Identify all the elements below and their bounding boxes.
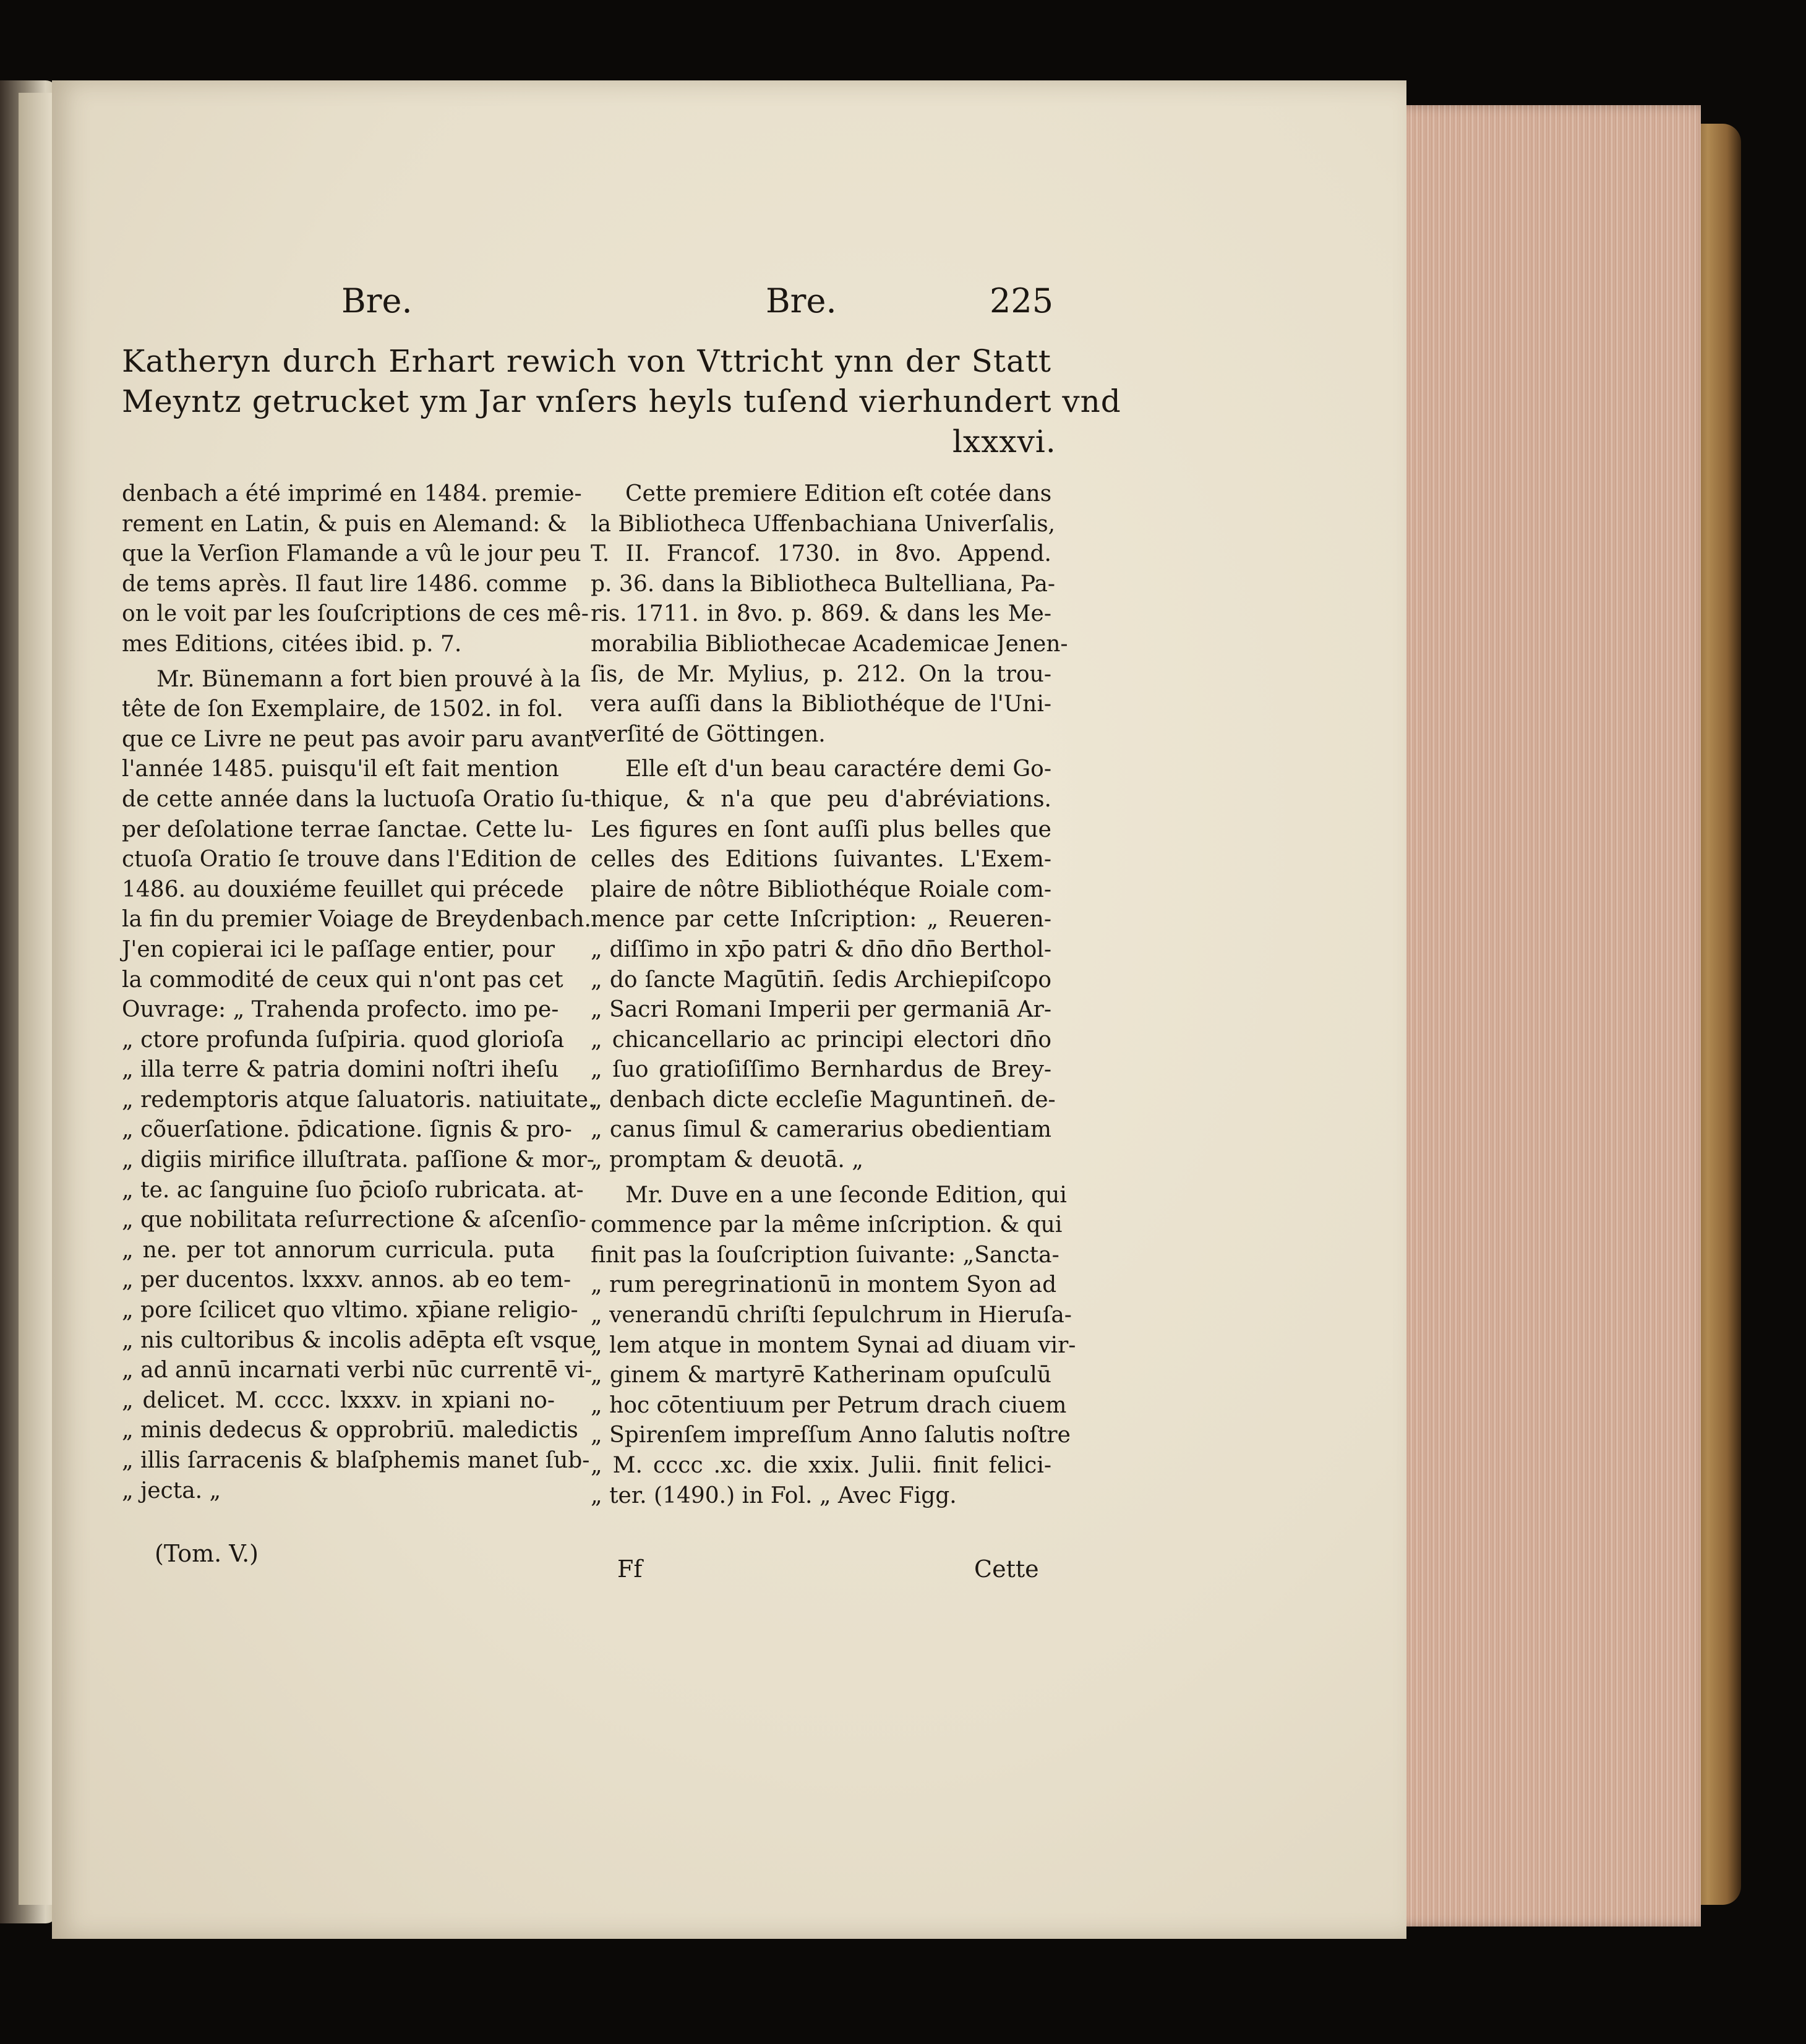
text-line: „ per ducentos. lxxxv. annos. ab eo tem- bbox=[122, 1267, 571, 1293]
text-line: „ te. ac ſanguine ſuo p̄cioſo rubricata. at- bbox=[122, 1177, 584, 1203]
text-line: „ venerandū chriſti ſepulchrum in Hieruſa- bbox=[591, 1302, 1072, 1328]
text-line: Mr. Duve en a une ſeconde Edition, qui bbox=[625, 1182, 1067, 1208]
text-line: la commodité de ceux qui n'ont pas cet bbox=[122, 967, 563, 993]
text-line: on le voit par les ſouſcriptions de ces mê- bbox=[122, 601, 589, 627]
left-text-column bbox=[122, 479, 596, 1506]
page-number: 225 bbox=[990, 281, 1054, 320]
text-line: finit pas la ſouſcription ſuivante: „Sancta- bbox=[591, 1242, 1059, 1268]
text-line: per deſolatione terrae ſanctae. Cette lu- bbox=[122, 816, 573, 842]
text-line: „ digiis mirifice illuſtrata. paſſione & mor- bbox=[122, 1147, 594, 1173]
text-line: „ nis cultoribus & incolis adēpta eſt vsque bbox=[122, 1327, 596, 1353]
text-line: ctuoſa Oratio ſe trouve dans l'Edition de bbox=[122, 847, 577, 873]
text-line: „ lem atque in montem Synai ad diuam vir- bbox=[591, 1332, 1076, 1358]
text-line: J'en copierai ici le paſſage entier, pour bbox=[122, 936, 555, 962]
text-line: denbach a été imprimé en 1484. premie- bbox=[122, 481, 582, 507]
text-line: „ ne. per tot annorum curricula. puta bbox=[122, 1237, 555, 1263]
text-line: T. II. Francof. 1730. in 8vo. Append. bbox=[591, 541, 1051, 567]
text-line: „ minis dedecus & opprobriū. maledictis bbox=[122, 1418, 578, 1443]
text-line: plaire de nôtre Bibliothéque Roiale com- bbox=[591, 876, 1051, 902]
signature-mark: Ff bbox=[617, 1555, 643, 1583]
text-line: „ canus ſimul & camerarius obedientiam bbox=[591, 1117, 1051, 1143]
text-line: tête de ſon Exemplaire, de 1502. in fol. bbox=[122, 696, 563, 722]
text-line: celles des Editions ſuivantes. L'Exem- bbox=[591, 847, 1051, 873]
text-line: „ redemptoris atque ſaluatoris. natiuitate. bbox=[122, 1087, 596, 1113]
text-line: „ M. cccc .xc. die xxix. Julii. finit felici- bbox=[591, 1453, 1051, 1478]
text-line: 1486. au douxiéme feuillet qui précede bbox=[122, 876, 564, 902]
left-page-edge bbox=[19, 93, 56, 1905]
title-line-2: Meyntz getrucket ym Jar vnſers heyls tuſend vierhundert vnd bbox=[122, 383, 1121, 419]
text-line: mence par cette Inſcription: „ Reueren- bbox=[591, 907, 1051, 933]
text-line: l'année 1485. puisqu'il eſt fait mention bbox=[122, 756, 559, 782]
right-text-column bbox=[591, 479, 1076, 1511]
text-line: „ promptam & deuotā. „ bbox=[591, 1147, 863, 1173]
text-line: thique, & n'a que peu d'abréviations. bbox=[591, 786, 1051, 812]
text-line: „ do ſancte Magūtin̄. ſedis Archiepiſcopo bbox=[591, 967, 1051, 993]
running-head-left: Bre. bbox=[341, 281, 413, 320]
text-line: „ denbach dicte eccleſie Maguntinen̄. de- bbox=[591, 1087, 1056, 1113]
text-line: Mr. Bünemann a fort bien prouvé à la bbox=[156, 666, 581, 692]
text-line: rement en Latin, & puis en Alemand: & bbox=[122, 511, 567, 537]
text-line: „ diſſimo in xp̄o patri & dn̄o dn̄o Berthol- bbox=[591, 936, 1051, 962]
text-line: „ illis ſarracenis & blaſphemis manet ſub- bbox=[122, 1448, 590, 1473]
text-line: „ ad annū incarnati verbi nūc currentē vi- bbox=[122, 1358, 593, 1383]
text-line: Les figures en ſont auſſi plus belles que bbox=[591, 816, 1051, 842]
text-line: „ Spirenſem impreſſum Anno ſalutis noſtre bbox=[591, 1422, 1071, 1448]
text-line: „ cõuerſatione. p̄dicatione. ſignis & pro- bbox=[122, 1117, 572, 1143]
text-line: Elle eſt d'un beau caractére demi Go- bbox=[625, 756, 1051, 782]
text-line: „ Sacri Romani Imperii per germaniā Ar- bbox=[591, 997, 1051, 1023]
text-line: „ pore ſcilicet quo vltimo. xp̄iane religio- bbox=[122, 1298, 578, 1323]
volume-mark: (Tom. V.) bbox=[155, 1540, 259, 1567]
text-line: „ chicancellario ac principi electori dn̄o bbox=[591, 1027, 1051, 1053]
text-line: vera auſſi dans la Bibliothéque de l'Uni- bbox=[591, 691, 1051, 717]
text-line: „ que nobilitata reſurrectione & aſcenſio- bbox=[122, 1207, 586, 1233]
text-line: la Bibliotheca Uffenbachiana Univerſalis, bbox=[591, 511, 1056, 537]
text-line: „ ter. (1490.) in Fol. „ Avec Figg. bbox=[591, 1482, 957, 1508]
page-fore-edge bbox=[1385, 105, 1701, 1926]
text-line: morabilia Bibliothecae Academicae Jenen- bbox=[591, 631, 1068, 657]
text-line: „ ſuo gratioſiſſimo Bernhardus de Brey- bbox=[591, 1057, 1051, 1083]
text-line: „ illa terre & patria domini noſtri iheſu bbox=[122, 1057, 559, 1083]
text-line: mes Editions, citées ibid. p. 7. bbox=[122, 631, 462, 657]
text-line: que ce Livre ne peut pas avoir paru avant bbox=[122, 726, 594, 752]
text-line: de cette année dans la luctuoſa Oratio ſu- bbox=[122, 786, 592, 812]
text-line: „ ctore profunda ſuſpiria. quod glorioſa bbox=[122, 1027, 565, 1053]
text-line: ris. 1711. in 8vo. p. 869. & dans les Me- bbox=[591, 601, 1051, 627]
text-line: que la Verſion Flamande a vû le jour peu bbox=[122, 541, 581, 567]
text-line: de tems après. Il faut lire 1486. comme bbox=[122, 571, 567, 597]
text-line: „ hoc cōtentiuum per Petrum drach ciuem bbox=[591, 1392, 1067, 1418]
text-line: Cette premiere Edition eſt cotée dans bbox=[625, 481, 1052, 507]
text-line: ſis, de Mr. Mylius, p. 212. On la trou- bbox=[591, 661, 1051, 687]
text-line: Ouvrage: „ Trahenda profecto. imo pe- bbox=[122, 997, 559, 1023]
text-line: commence par la même inſcription. & qui bbox=[591, 1212, 1063, 1238]
running-head-center: Bre. bbox=[766, 281, 837, 320]
text-line: verſité de Göttingen. bbox=[591, 721, 826, 747]
text-line: p. 36. dans la Bibliotheca Bultelliana, Pa- bbox=[591, 571, 1056, 597]
title-line-1: Katheryn durch Erhart rewich von Vttricht ynn der Statt bbox=[122, 343, 1051, 379]
title-line-3: lxxxvi. bbox=[952, 424, 1056, 460]
text-line: la fin du premier Voiage de Breydenbach. bbox=[122, 907, 591, 933]
text-line: „ ginem & martyrē Katherinam opuſculū bbox=[591, 1362, 1051, 1388]
text-line: „ jecta. „ bbox=[122, 1477, 221, 1503]
text-line: „ delicet. M. cccc. lxxxv. in xpiani no- bbox=[122, 1387, 555, 1413]
catchword: Cette bbox=[974, 1555, 1039, 1583]
text-line: „ rum peregrinationū in montem Syon ad bbox=[591, 1272, 1057, 1298]
